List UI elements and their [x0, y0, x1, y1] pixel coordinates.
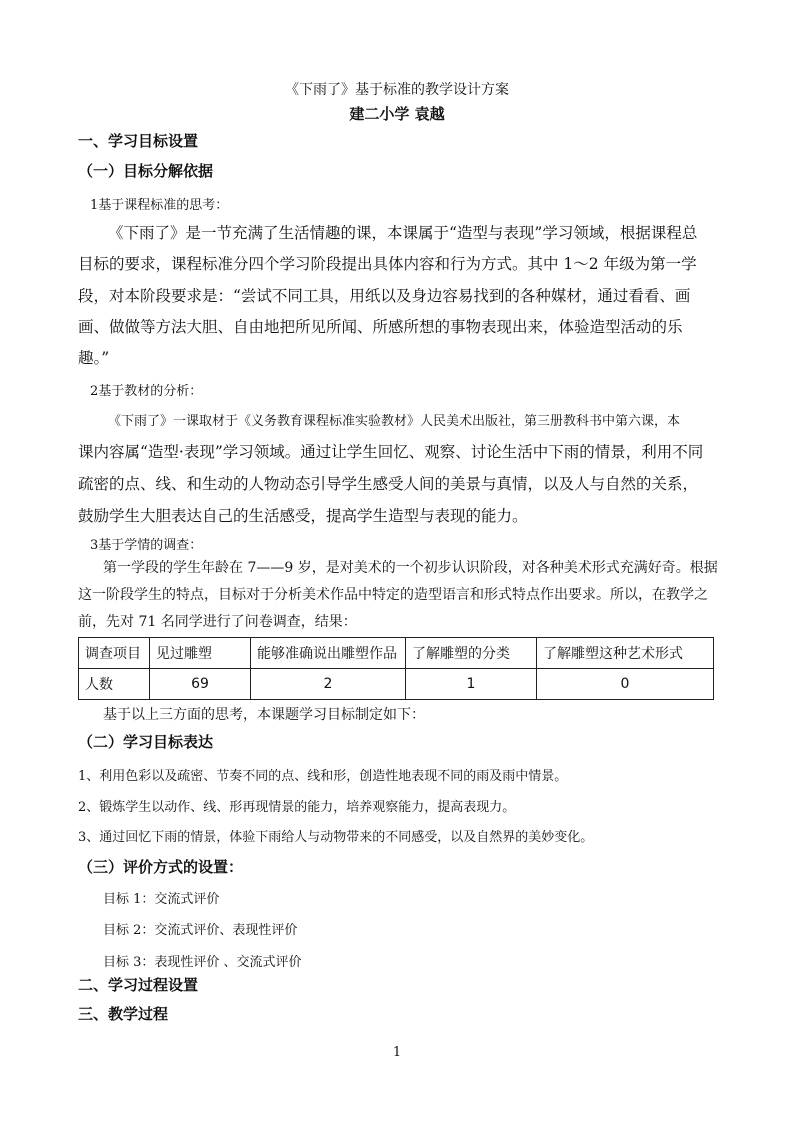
table-cell: 能够准确说出雕塑作品: [251, 638, 406, 669]
evaluation-item: 目标 2：交流式评价、表现性评价: [103, 923, 298, 938]
table-cell: 调查项目: [79, 638, 150, 669]
paragraph-1-line: 《下雨了》是一节充满了生活情趣的课，本课属于“造型与表现”学习领域，根据课程总: [108, 224, 698, 242]
paragraph-1-line: 段，对本阶段要求是：“尝试不同工具，用纸以及身边容易找到的各种媒材，通过看看、画: [78, 287, 691, 305]
section-1-2-heading: （二）学习目标表达: [78, 733, 214, 751]
section-1-heading: 一、学习目标设置: [78, 132, 199, 150]
paragraph-1-line: 目标的要求，课程标准分四个学习阶段提出具体内容和行为方式。其中 1～2 年级为第一学: [78, 255, 697, 273]
paragraph-1-line: 画、做做等方法大胆、自由地把所见所闻、所感所想的事物表现出来，体验造型活动的乐: [78, 318, 683, 336]
table-cell: 见过雕塑: [150, 638, 251, 669]
goal-item: 1、利用色彩以及疏密、节奏不同的点、线和形，创造性地表现不同的雨及雨中情景。: [78, 769, 568, 784]
paragraph-2-line: 《下雨了》一课取材于《义务教育课程标准实验教材》人民美术出版社，第三册教科书中第六课，本: [108, 414, 681, 429]
table-cell: 2: [251, 669, 406, 700]
table-cell: 0: [537, 669, 714, 700]
item-3-label: 3基于学情的调查：: [90, 538, 203, 553]
after-table-text: 基于以上三方面的思考，本课题学习目标制定如下：: [103, 707, 425, 723]
table-cell: 了解雕塑的分类: [406, 638, 537, 669]
goal-item: 2、锻炼学生以动作、线、形再现情景的能力，培养观察能力，提高表现力。: [78, 800, 516, 815]
item-1-label: 1基于课程标准的思考：: [90, 198, 229, 213]
table-cell: 人数: [79, 669, 150, 700]
document-title: 《下雨了》基于标准的教学设计方案: [285, 82, 509, 98]
section-2-heading: 二、学习过程设置: [78, 976, 199, 994]
paragraph-3-line: 这一阶段学生的特点，目标对于分析美术作品中特定的造型语言和形式特点作出要求。所以，在教学之: [78, 587, 708, 603]
section-1-3-heading: （三）评价方式的设置：: [78, 858, 244, 876]
paragraph-3-line: 前，先对 71 名同学进行了问卷调查，结果：: [78, 614, 357, 630]
goal-item: 3、通过回忆下雨的情景，体验下雨给人与动物带来的不同感受，以及自然界的美妙变化。: [78, 830, 594, 845]
document-author: 建二小学 袁越: [349, 105, 445, 123]
paragraph-2-line: 疏密的点、线、和生动的人物动态引导学生感受人间的美景与真情，以及人与自然的关系，: [78, 475, 699, 493]
survey-table: [78, 637, 714, 700]
paragraph-2-line: 鼓励学生大胆表达自己的生活感受，提高学生造型与表现的能力。: [78, 507, 528, 525]
table-cell: 69: [150, 669, 251, 700]
table-cell: 了解雕塑这种艺术形式: [537, 638, 714, 669]
paragraph-2-line: 课内容属“造型·表现”学习领域。通过让学生回忆、观察、讨论生活中下雨的情景，利用不同: [78, 443, 704, 461]
section-1-1-heading: （一）目标分解依据: [78, 162, 214, 180]
evaluation-item: 目标 1：交流式评价: [103, 892, 220, 907]
table-row: [79, 669, 714, 700]
table-header-row: [79, 638, 714, 669]
paragraph-1-line: 趣。”: [78, 349, 110, 367]
item-2-label: 2基于教材的分析：: [90, 384, 203, 399]
table-cell: 1: [406, 669, 537, 700]
section-3-heading: 三、教学过程: [78, 1005, 169, 1023]
evaluation-item: 目标 3：表现性评价 、交流式评价: [103, 955, 302, 970]
paragraph-3-line: 第一学段的学生年龄在 7——9 岁，是对美术的一个初步认识阶段，对各种美术形式充满好奇。根据: [103, 560, 718, 576]
page-number: 1: [392, 1045, 402, 1060]
